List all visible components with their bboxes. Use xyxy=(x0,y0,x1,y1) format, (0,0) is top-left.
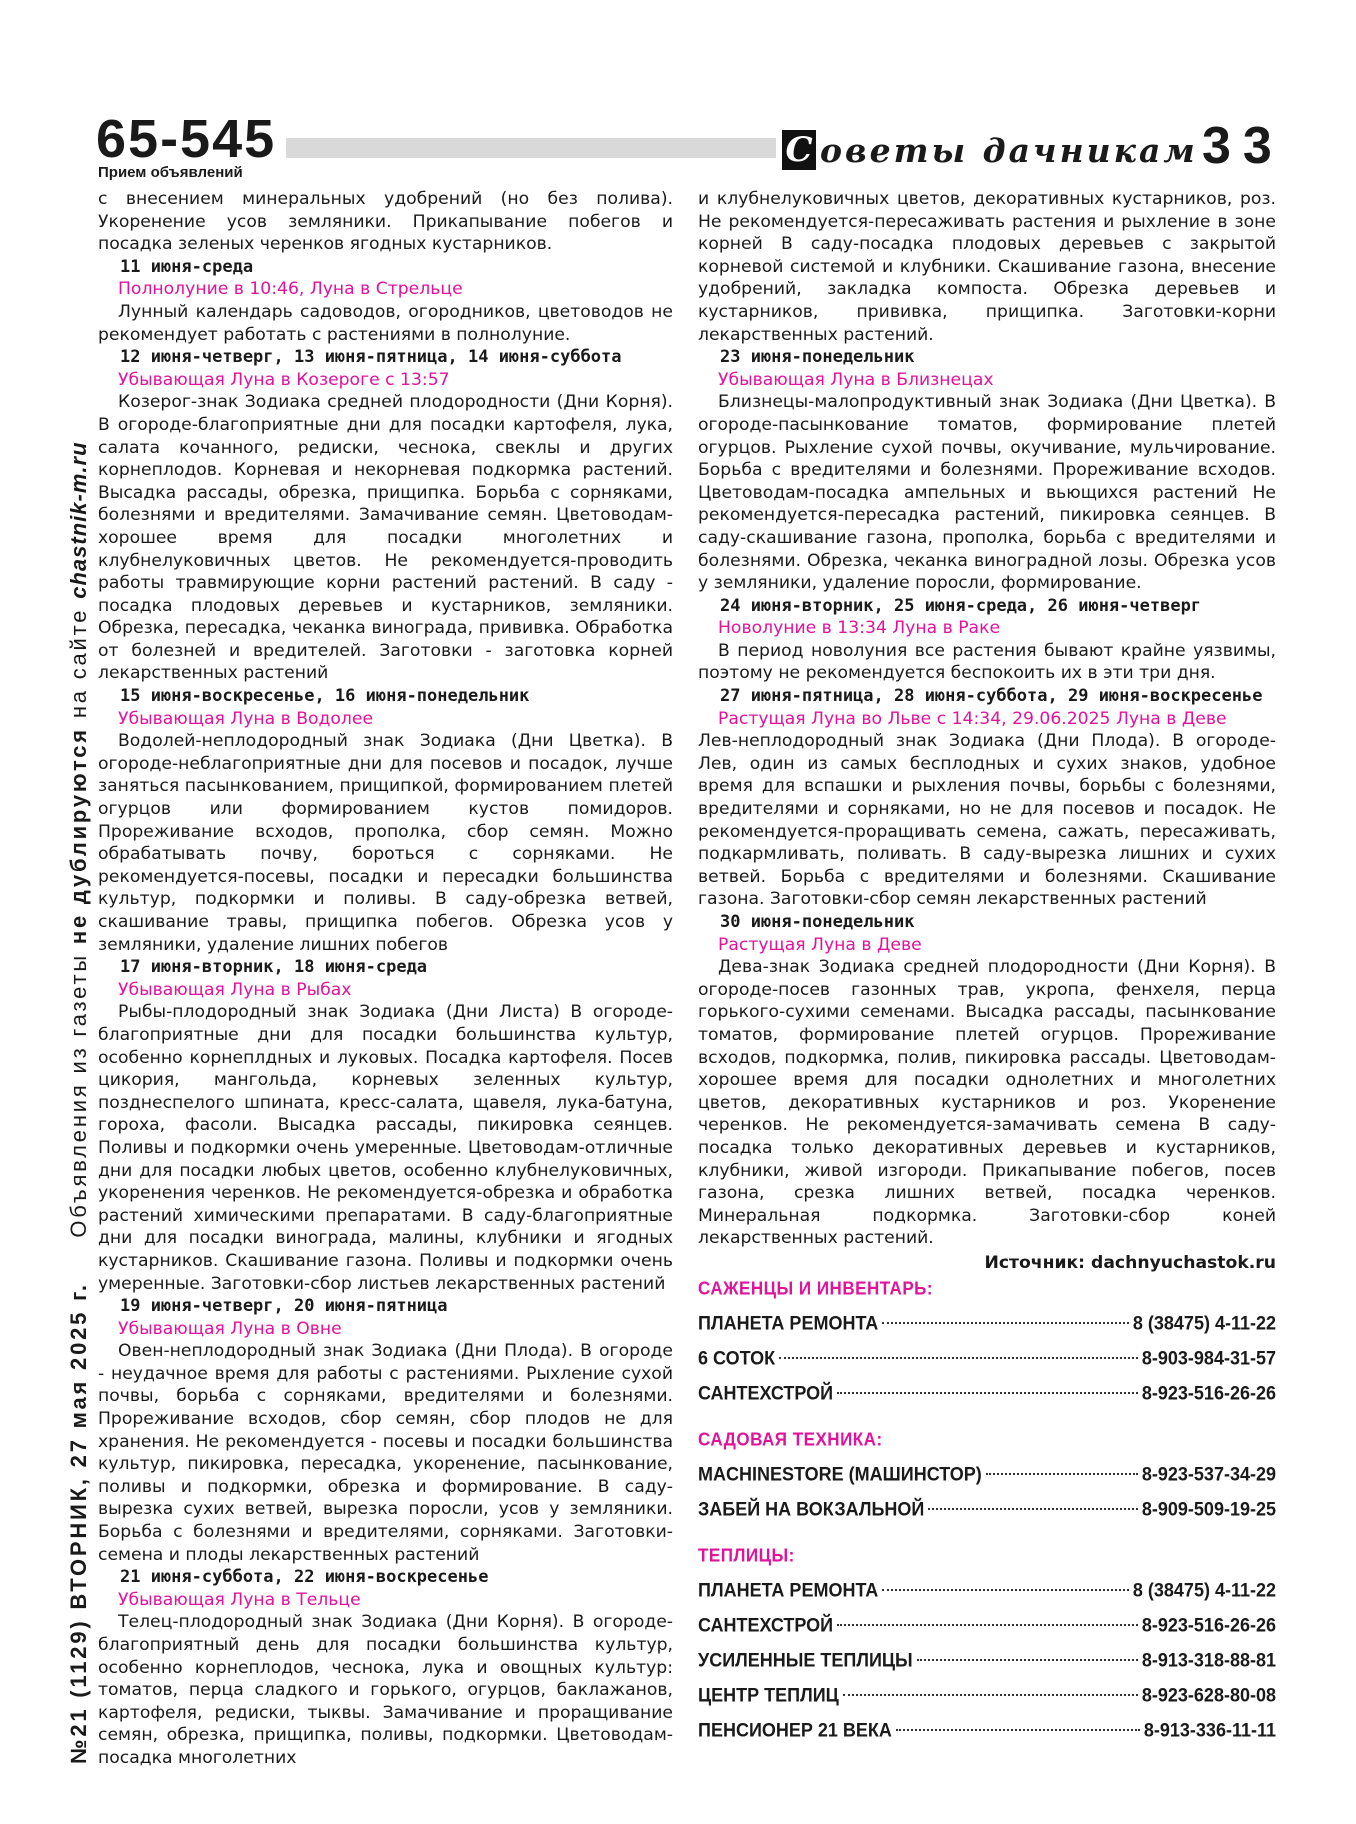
ad-listing xyxy=(698,1310,1276,1345)
dot-leader xyxy=(896,1729,1140,1731)
ad-listing xyxy=(698,1496,1276,1531)
moon-phase: Убывающая Луна в Тельце xyxy=(118,1589,361,1610)
ad-name: САНТЕХСТРОЙ xyxy=(698,1382,834,1404)
ad-phone: 8-903-984-31-57 xyxy=(1141,1347,1276,1369)
section-title-initial: С xyxy=(782,130,816,170)
moon-phase: Растущая Луна в Деве xyxy=(718,934,922,955)
article-paragraph: Лев-неплодородный знак Зодиака (Дни Плода). В огороде-Лев, один из самых бесплодных и сухих знаков, удобное время для вспашки и рыхления почвы, борьбы с болезнями, вредителями и сорняками, но не для посевов и посадок. Не рекомендуется-проращивать семена, сажать, пересаживать, подкармливать, поливать. В саду-вырезка лишних и сухих ветвей. Борьба с вредителями и болезнями. Скашивание газона. Заготовки-сбор семян лекарственных растений xyxy=(698,731,1276,910)
ad-listing xyxy=(698,1647,1276,1682)
ad-listing xyxy=(698,1345,1276,1380)
notice-text-end: на сайте xyxy=(66,607,91,719)
date-heading: 24 июня-вторник, 25 июня-среда, 26 июня-четверг xyxy=(720,595,1202,616)
article-paragraph: Водолей-неплодородный знак Зодиака (Дни Цветка). В огороде-неблагоприятные дни для посевов и посадок, лучше заняться пасынкованием, прищипкой, формированием плетей огурцов или формированием кустов помидоров. Прореживание всходов, прополка, сбор семян. Можно обрабатывать почву, бороться с сорняками. Не рекомендуется-посевы, посадки и пересадки большинства культур, подкормки и поливы. В саду-обрезка ветвей, скашивание травы, прищипка побегов. Обрезка усов у земляники, удаление лишних побегов xyxy=(98,731,673,955)
ad-listing xyxy=(698,1380,1276,1415)
dot-leader xyxy=(882,1322,1129,1324)
ad-listing xyxy=(698,1577,1276,1612)
ad-name: ПЛАНЕТА РЕМОНТА xyxy=(698,1312,879,1334)
moon-phase: Убывающая Луна в Овне xyxy=(118,1318,342,1339)
moon-phase: Убывающая Луна в Козероге с 13:57 xyxy=(118,369,450,390)
dot-leader xyxy=(837,1392,1138,1394)
dot-leader xyxy=(779,1357,1138,1359)
ad-listing xyxy=(698,1461,1276,1496)
ad-name: MACHINESTORE (МАШИНСТОР) xyxy=(698,1463,982,1485)
article-paragraph: Дева-знак Зодиака средней плодородности (Дни Корня). В огороде-посев газонных трав, укропа, фенхеля, перца горького-сухими семенами. Высадка рассады, пасынкование томатов, формирование плетей огурцов. Прореживание всходов, подкормка, полив, пикировка рассады. Цветоводам-хорошее время для посадки однолетних и многолетних цветов, декоративных кустарников и роз. Укоренение черенков. Не рекомендуется-замачивать семена В саду-посадка только декоративных деревьев и кустарников, клубники, живой изгороди. Прикапывание побегов, посев газона, срезка лишних ветвей, посадка черенков. Минеральная подкормка. Заготовки-сбор коней лекарственных растений. xyxy=(698,957,1276,1249)
article-paragraph: Овен-неплодородный знак Зодиака (Дни Плода). В огороде - неудачное время для работы с растениями. Рыхление сухой почвы, борьба с сорняками, вредителями и болезнями. Прореживание всходов, сбор семян, сбор плодов не для хранения. Не рекомендуется - посевы и посадки большинства культур, пикировка, пересадка, укоренение, пасынкование, поливы и подкормки, обрезка и формирование. В саду-вырезка сухих ветвей, вырезка поросли, усов у земляники. Борьба с болезнями и вредителями, сорняками. Заготовки-семена и плоды лекарственных растений xyxy=(98,1341,673,1565)
date-heading: 12 июня-четверг, 13 июня-пятница, 14 июня-суббота xyxy=(120,347,622,368)
moon-phase: Новолуние в 13:34 Луна в Раке xyxy=(718,618,1001,639)
moon-phase: Убывающая Луна в Водолее xyxy=(118,708,374,729)
page-number: 33 xyxy=(1198,120,1288,172)
ad-category-heading: ТЕПЛИЦЫ: xyxy=(698,1545,795,1566)
section-title-text: оветы дачникам xyxy=(820,130,1198,170)
date-heading: 19 июня-четверг, 20 июня-пятница xyxy=(120,1296,448,1317)
issue-info: №21 (1129) ВТОРНИК, 27 мая 2025 г. xyxy=(66,1282,91,1764)
ad-phone: 8-909-509-19-25 xyxy=(1141,1498,1276,1520)
moon-phase: Полнолуние в 10:46, Луна в Стрельце xyxy=(118,279,463,300)
right-column xyxy=(698,188,1276,1275)
date-heading: 21 июня-суббота, 22 июня-воскресенье xyxy=(120,1567,489,1588)
moon-phase: Убывающая Луна в Рыбах xyxy=(118,979,352,1000)
site-link[interactable]: chastnik-m.ru xyxy=(66,441,91,599)
date-heading: 23 июня-понедельник xyxy=(720,347,915,368)
ad-name: 6 СОТОК xyxy=(698,1347,776,1369)
article-paragraph: Рыбы-плодородный знак Зодиака (Дни Листа) В огороде-благоприятные дни для посадки большинства культур, особенно корнеплдных и луковых. Посадка картофеля. Посев цикория, мангольда, корневых зеленных культур, позднеспелого шпината, кресс-салата, щавеля, лука-батуна, гороха, фасоли. Высадка рассады, пикировка сеянцев. Поливы и подкормки очень умеренные. Цветоводам-отличные дни для посадки любых цветов, особенно клубнелуковичных, укоренения черенков. Не рекомендуется-обрезка и обработка растений химическими препаратами. В саду-благоприятные дни для посадки винограда, малины, клубники и ягодных кустарников. Скашивание газона. Поливы и подкормки очень умеренные. Заготовки-сбор листьев лекарственных растений xyxy=(98,1002,673,1294)
ad-listing xyxy=(698,1612,1276,1647)
article-paragraph: и клубнелуковичных цветов, декоративных кустарников, роз. Не рекомендуется-пересаживать растения и рыхление в зоне корней В саду-посадка плодовых деревьев с закрытой корневой системой и клубники. Скашивание газона, внесение удобрений, закладка компоста. Обрезка деревьев и кустарников, прививка, прищипка. Заготовки-корни лекарственных растений. xyxy=(698,189,1276,345)
ad-phone: 8-913-318-88-81 xyxy=(1141,1649,1276,1671)
ad-phone: 8-923-628-80-08 xyxy=(1141,1684,1276,1706)
dot-leader xyxy=(843,1694,1138,1696)
date-heading: 11 июня-среда xyxy=(120,256,254,277)
ad-phone: 8 (38475) 4-11-22 xyxy=(1132,1312,1276,1334)
article-paragraph: Телец-плодородный знак Зодиака (Дни Корня). В огороде-благоприятный день для посадки большинства культур, особенно корнеплодов, чеснока, лука и овощных культур: томатов, перца сладкого и горького, огурцов, баклажанов, картофеля, редиски, тыквы. Замачивание и проращивание семян, обрезка, прищипка, поливы, подкормки. Цветоводам-посадка многолетних xyxy=(98,1612,673,1768)
ad-listing xyxy=(698,1717,1276,1752)
ad-name: УСИЛЕННЫЕ ТЕПЛИЦЫ xyxy=(698,1649,913,1671)
moon-phase: Растущая Луна во Льве с 14:34, 29.06.2025 Луна в Деве xyxy=(718,708,1227,729)
date-heading: 17 июня-вторник, 18 июня-среда xyxy=(120,957,428,978)
article-paragraph: Козерог-знак Зодиака средней плодородности (Дни Корня). В огороде-благоприятные дни для посадки картофеля, лука, салата кочанного, редиски, чеснока, свеклы и других корнеплодов. Корневая и некорневая подкормка растений. Высадка рассады, обрезка, прищипка. Борьба с сорняками, болезнями и вредителями. Замачивание семян. Цветоводам-хорошее время для посадки многолетних и клубнелуковичных цветов. Не рекомендуется-проводить работы травмирующие корни растений растений. В саду - посадка плодовых деревьев и кустарников, земляники. Обрезка, пересадка, чеканка винограда, прививка. Обработка от болезней и вредителей. Заготовки - заготовка корней лекарственных растений xyxy=(98,392,673,684)
date-heading: 15 июня-воскресенье, 16 июня-понедельник xyxy=(120,686,530,707)
ad-category-heading: САДОВАЯ ТЕХНИКА: xyxy=(698,1429,883,1450)
ad-phone: 8 (38475) 4-11-22 xyxy=(1132,1579,1276,1601)
ad-phone: 8-923-537-34-29 xyxy=(1141,1463,1276,1485)
ad-phone: 8-913-336-11-11 xyxy=(1143,1719,1276,1741)
ad-name: ЗАБЕЙ НА ВОКЗАЛЬНОЙ xyxy=(698,1498,925,1520)
dot-leader xyxy=(837,1624,1138,1626)
date-heading: 30 июня-понедельник xyxy=(720,912,915,932)
ad-phone: 8-923-516-26-26 xyxy=(1141,1614,1276,1636)
article-paragraph: В период новолуния все растения бывают крайне уязвимы, поэтому не рекомендуется беспокоить их в эти три дня. xyxy=(698,640,1276,684)
ads-phone-number: 65-545 xyxy=(96,109,277,169)
section-title xyxy=(776,124,1206,176)
notice-text-bold: не дублируются xyxy=(66,727,91,945)
left-column xyxy=(98,188,673,1770)
ads-phone-caption: Прием объявлений xyxy=(98,164,243,181)
date-heading: 27 июня-пятница, 28 июня-суббота, 29 июня-воскресенье xyxy=(720,686,1263,707)
ad-name: ПЛАНЕТА РЕМОНТА xyxy=(698,1579,879,1601)
notice-text-start: Объявления из газеты xyxy=(66,953,91,1238)
dot-leader xyxy=(882,1589,1129,1591)
article-paragraph: Лунный календарь садоводов, огородников, цветоводов не рекомендует работать с растениями в полнолуние. xyxy=(98,301,673,345)
side-strip xyxy=(66,441,92,1764)
advertiser-directory xyxy=(698,1278,1276,1752)
article-paragraph: Близнецы-малопродуктивный знак Зодиака (Дни Цветка). В огороде-пасынкование томатов, формирование плетей огурцов. Рыхление сухой почвы, окучивание, мульчирование. Борьба с вредителями и болезнями. Прореживание всходов. Цветоводам-посадка ампельных и вьющихся растений Не рекомендуется-пересадка растений, пикировка сеянцев. В саду-скашивание газона, прополка, борьба с вредителями и болезнями. Обрезка, чеканка виноградной лозы. Обрезка усов у земляники, удаление поросли, формирование. xyxy=(698,392,1276,594)
ad-phone: 8-923-516-26-26 xyxy=(1141,1382,1276,1404)
dot-leader xyxy=(928,1508,1138,1510)
ad-category-heading: САЖЕНЦЫ И ИНВЕНТАРЬ: xyxy=(698,1278,934,1299)
dot-leader xyxy=(986,1473,1138,1475)
source-credit: Источник: dachnyuchastok.ru xyxy=(984,1252,1276,1273)
dot-leader xyxy=(917,1659,1138,1661)
article-paragraph: с внесением минеральных удобрений (но без полива). Укоренение усов земляники. Прикапывание побегов и посадка зеленых черенков ягодных кустарников. xyxy=(98,189,673,255)
ad-name: ПЕНСИОНЕР 21 ВЕКА xyxy=(698,1719,892,1741)
moon-phase: Убывающая Луна в Близнецах xyxy=(718,369,994,390)
ad-name: САНТЕХСТРОЙ xyxy=(698,1614,834,1636)
ad-listing xyxy=(698,1682,1276,1717)
ad-name: ЦЕНТР ТЕПЛИЦ xyxy=(698,1684,839,1706)
